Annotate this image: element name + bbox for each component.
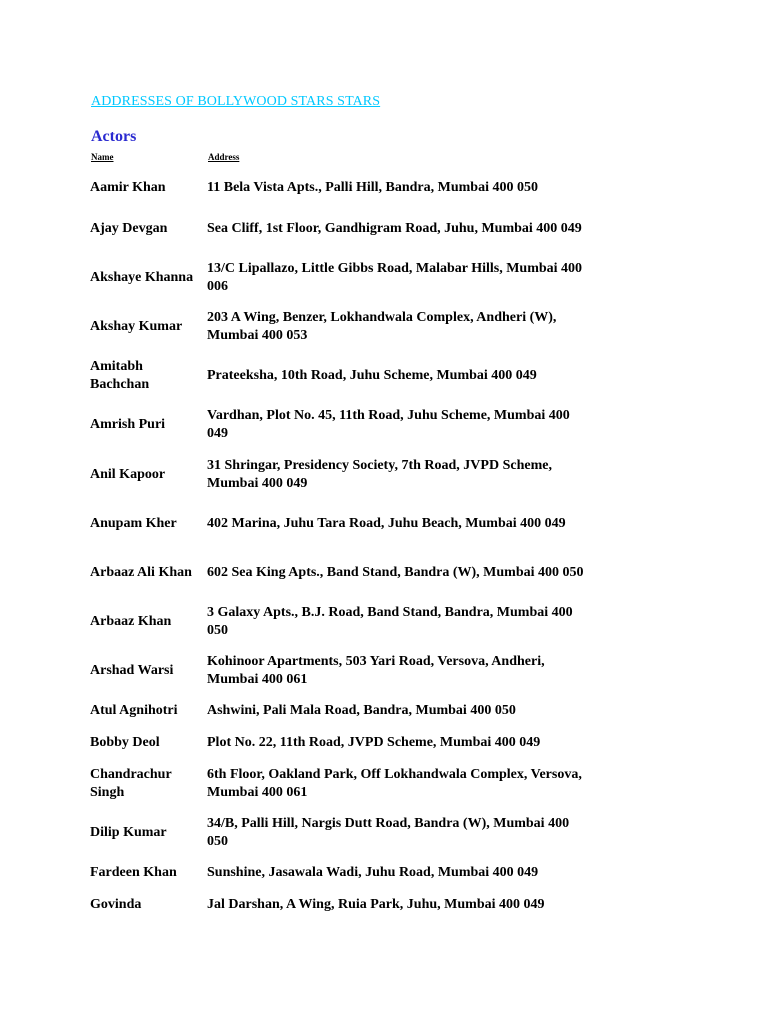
actor-name: Dilip Kumar (90, 824, 167, 840)
table-row (88, 400, 593, 450)
table-row (88, 695, 593, 727)
table-row (88, 646, 593, 695)
actor-address: Kohinoor Apartments, 503 Yari Road, Versova, Andheri, Mumbai 400 061 (207, 653, 545, 687)
actor-address: Jal Darshan, A Wing, Ruia Park, Juhu, Mumbai 400 049 (207, 897, 545, 912)
actor-address: 13/C Lipallazo, Little Gibbs Road, Malabar Hills, Mumbai 400 006 (207, 260, 583, 294)
actor-name: Anupam Kher (90, 515, 177, 531)
table-row (88, 204, 593, 253)
column-header-address: Address (208, 152, 240, 162)
actor-address: Plot No. 22, 11th Road, JVPD Scheme, Mumbai 400 049 (207, 735, 541, 750)
actor-name: Amrish Puri (90, 417, 166, 432)
section-heading-actors: Actors (91, 128, 137, 145)
table-row (88, 302, 593, 351)
table-row (88, 351, 593, 400)
actor-name: Chandrachur Singh (90, 766, 172, 800)
actor-name: Akshaye Khanna (90, 269, 194, 285)
actor-name: Arbaaz Khan (90, 613, 172, 629)
actors-address-table (88, 172, 593, 921)
actor-name: Aamir Khan (90, 180, 166, 195)
actor-address: Sea Cliff, 1st Floor, Gandhigram Road, Juhu, Mumbai 400 049 (207, 220, 582, 236)
table-row (88, 450, 593, 499)
actor-address: 6th Floor, Oakland Park, Off Lokhandwala Complex, Versova, Mumbai 400 061 (207, 766, 582, 800)
actor-address: 203 A Wing, Benzer, Lokhandwala Complex, Andheri (W), Mumbai 400 053 (207, 309, 557, 343)
actor-name: Anil Kapoor (90, 466, 166, 482)
actor-address: 3 Galaxy Apts., B.J. Road, Band Stand, Bandra, Mumbai 400 050 (207, 604, 573, 638)
table-row (88, 857, 593, 889)
table-row (88, 808, 593, 857)
actor-name: Arbaaz Ali Khan (90, 564, 192, 580)
actor-address: Vardhan, Plot No. 45, 11th Road, Juhu Scheme, Mumbai 400 049 (207, 408, 570, 441)
actor-address: 602 Sea King Apts., Band Stand, Bandra (W), Mumbai 400 050 (207, 564, 584, 580)
actor-address: 11 Bela Vista Apts., Palli Hill, Bandra, Mumbai 400 050 (207, 180, 538, 195)
actor-name: Ajay Devgan (90, 220, 168, 236)
actor-address: Ashwini, Pali Mala Road, Bandra, Mumbai 400 050 (207, 703, 516, 718)
actor-address: 402 Marina, Juhu Tara Road, Juhu Beach, Mumbai 400 049 (207, 515, 566, 531)
table-row (88, 172, 593, 204)
table-row (88, 889, 593, 921)
actor-address: Prateeksha, 10th Road, Juhu Scheme, Mumbai 400 049 (207, 367, 537, 383)
actor-name: Arshad Warsi (90, 662, 174, 678)
table-row (88, 597, 593, 646)
actor-address: 31 Shringar, Presidency Society, 7th Road, JVPD Scheme, Mumbai 400 049 (207, 457, 552, 491)
table-row (88, 499, 593, 548)
table-row (88, 548, 593, 597)
actor-name: Akshay Kumar (90, 318, 183, 334)
table-row (88, 727, 593, 759)
table-row (88, 253, 593, 302)
table-row (88, 759, 593, 808)
actor-name: Govinda (90, 897, 142, 912)
document-title-link[interactable]: ADDRESSES OF BOLLYWOOD STARS STARS (91, 94, 381, 109)
actor-name: Atul Agnihotri (90, 703, 178, 718)
actor-address: Sunshine, Jasawala Wadi, Juhu Road, Mumbai 400 049 (207, 865, 539, 880)
actor-name: Amitabh Bachchan (90, 358, 150, 392)
column-header-name: Name (91, 152, 114, 162)
actor-address: 34/B, Palli Hill, Nargis Dutt Road, Bandra (W), Mumbai 400 050 (207, 815, 570, 849)
actor-name: Bobby Deol (90, 735, 160, 750)
actor-name: Fardeen Khan (90, 865, 177, 880)
